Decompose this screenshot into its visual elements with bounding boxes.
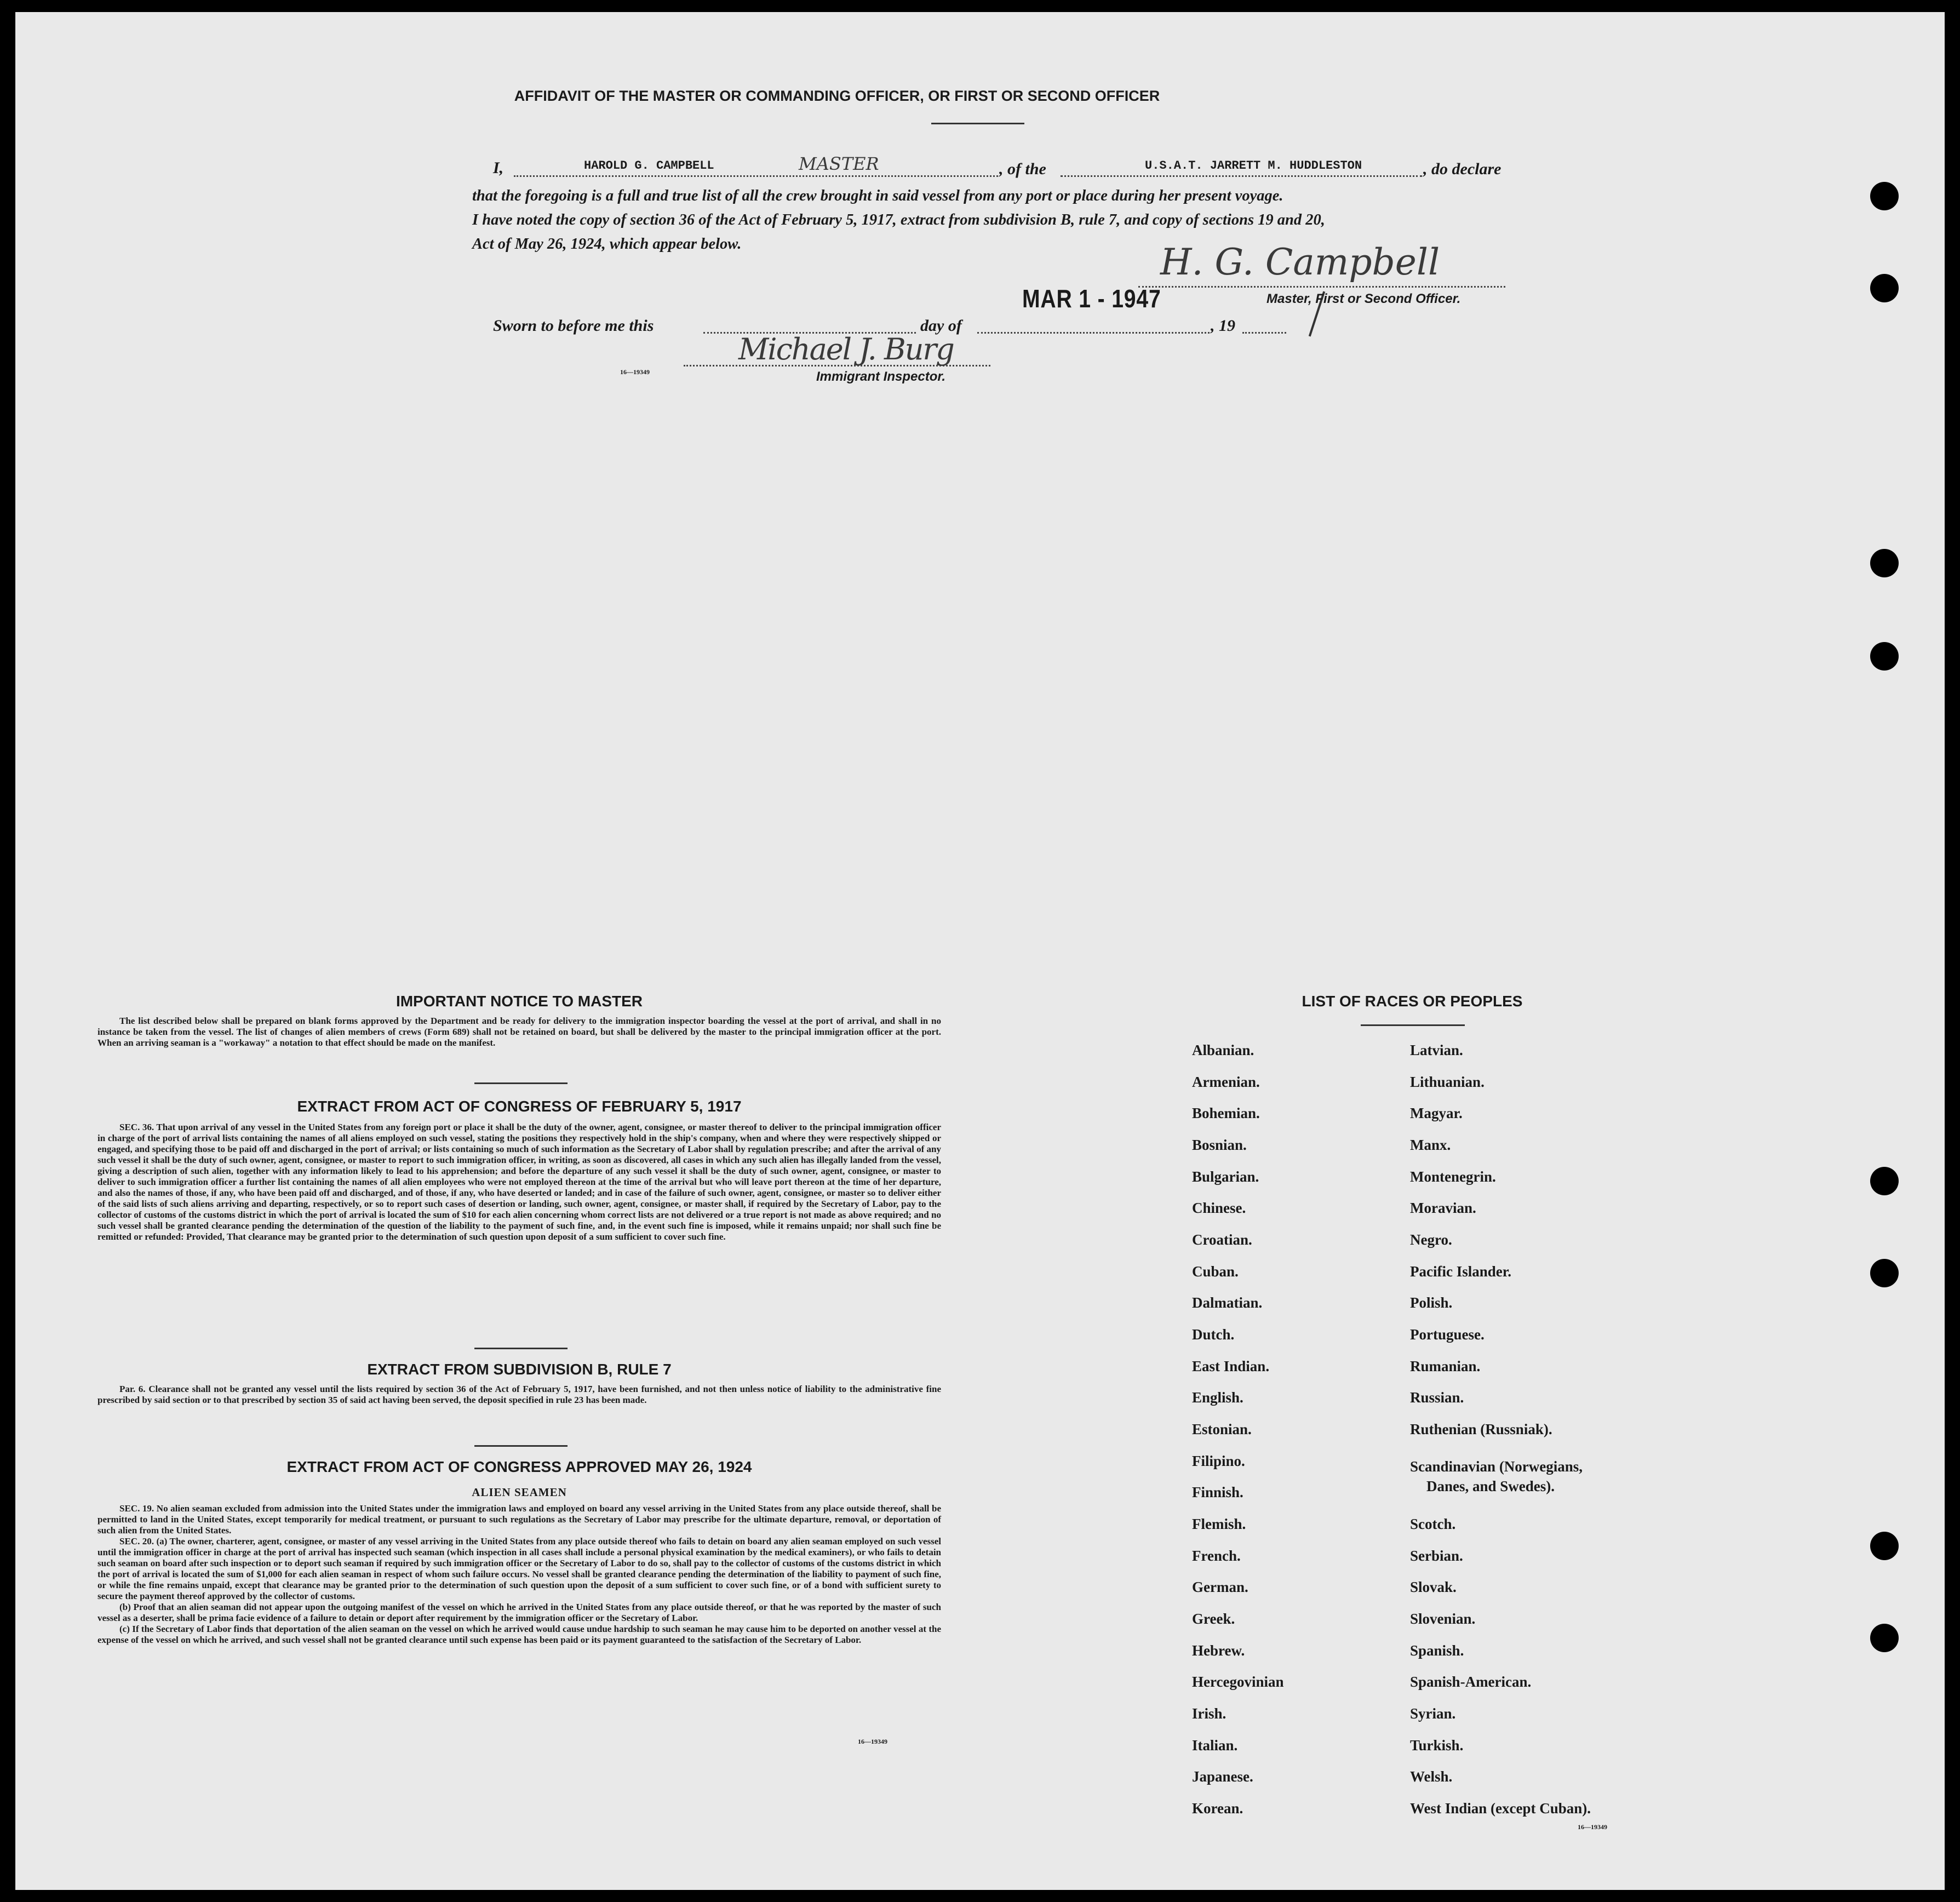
race-item: Japanese. xyxy=(1192,1768,1253,1785)
binder-hole xyxy=(1870,1167,1899,1195)
race-item: Negro. xyxy=(1410,1231,1452,1248)
do-declare-label: , do declare xyxy=(1423,160,1501,178)
race-item: Spanish-American. xyxy=(1410,1674,1532,1690)
race-item: Ruthenian (Russniak). xyxy=(1410,1421,1552,1437)
section-36-text: SEC. 36. That upon arrival of any vessel in the United States from any foreign port or place it shall be the duty of the owner, agent, consignee, or master thereof to deliver to the principal immigration officer in charge of the port of arrival lists containing the names of all aliens employed on such vessel, stating the positions they respectively hold in the ship's company, when and where they were respectively shipped or engaged, and specifying those to be paid off and discharged in the port of arrival; or lists containing so much of such information as the Secretary of Labor shall by regulation prescribe; and after the arrival of any such vessel it shall be the duty of such owner, agent, consignee, or master to report to such immigration officer, in writing, as soon as discovered, all cases in which any such alien has illegally landed from the vessel, giving a description of such alien, together with any information likely to lead to his apprehension; and before the departure of any such vessel it shall be the duty of such owner, agent, consignee, or master to deliver to such immigration officer a further list containing the names of all alien employees who were not employed thereon at the time of the arrival but who will leave port thereon at the time of her departure, and also the names of those, if any, who have been paid off and discharged, and of those, if any, who have deserted or landed; and in case of the failure of such owner, agent, consignee, or master so to deliver either of the said lists of such aliens arriving and departing, respectively, or so to report such cases of desertion or landing, such owner, agent, consignee, or master shall, if required by the Secretary of Labor, pay to the collector of customs of the customs district in which the port of arrival is located the sum of $10 for each alien concerning whom correct lists are not delivered or a true report is not made as above required; and no such vessel shall be granted clearance pending the determination of the question of the liability to the payment of such fine, and, in the event such fine is imposed, while it remains unpaid; nor shall such fine be remitted or refunded: Provided, That clearance may be granted prior to the determination of such question upon deposit of a sum sufficient to cover such fine. xyxy=(98,1122,941,1242)
binder-hole xyxy=(1870,642,1899,671)
race-item: Hebrew. xyxy=(1192,1642,1245,1659)
of-the-label: , of the xyxy=(999,160,1046,178)
race-item: Filipino. xyxy=(1192,1453,1245,1469)
race-item: Lithuanian. xyxy=(1410,1074,1485,1090)
signature-line xyxy=(1138,286,1505,288)
race-item: Montenegrin. xyxy=(1410,1168,1496,1185)
race-item: German. xyxy=(1192,1579,1248,1595)
master-name: HAROLD G. CAMPBELL xyxy=(584,159,714,173)
extract-1917-body xyxy=(98,1122,941,1242)
race-item: East Indian. xyxy=(1192,1358,1270,1374)
form-number: 16—19349 xyxy=(620,368,650,376)
year-line xyxy=(1242,332,1286,334)
race-item: French. xyxy=(1192,1548,1241,1564)
binder-hole xyxy=(1870,274,1899,302)
signer-label: Master, First or Second Officer. xyxy=(1266,291,1461,306)
race-item: Bosnian. xyxy=(1192,1137,1247,1153)
race-item: Portuguese. xyxy=(1410,1326,1485,1343)
race-item: English. xyxy=(1192,1389,1243,1406)
extract-1924-body xyxy=(98,1503,941,1646)
race-item: Turkish. xyxy=(1410,1737,1464,1754)
rank-handwritten: MASTER xyxy=(799,153,879,174)
race-item: Slovak. xyxy=(1410,1579,1457,1595)
section-divider xyxy=(474,1445,568,1447)
race-item: Pacific Islander. xyxy=(1410,1263,1511,1280)
title-divider xyxy=(931,123,1024,124)
race-item: Dalmatian. xyxy=(1192,1294,1263,1311)
race-item: Scandinavian (Norwegians, xyxy=(1410,1458,1583,1475)
rule-7-body xyxy=(98,1384,941,1406)
race-item: Moravian. xyxy=(1410,1200,1476,1216)
race-item: Irish. xyxy=(1192,1705,1227,1722)
sec-20b-text: (b) Proof that an alien seaman did not appear upon the outgoing manifest of the vessel on which he arrived in the United States from any place outside thereof, or that he was reported by the master of such vessel as a deserter, shall be prima facie evidence of a failure to detain or deport after requirement by the immigration officer or the Secretary of Labor. xyxy=(98,1602,941,1623)
year-label: , 19 xyxy=(1211,317,1235,335)
affidavit-line-4: Act of May 26, 1924, which appear below. xyxy=(472,236,742,253)
binder-hole xyxy=(1870,1259,1899,1287)
race-item: Hercegovinian xyxy=(1192,1674,1284,1690)
race-item: Finnish. xyxy=(1192,1484,1243,1500)
vessel-name: U.S.A.T. JARRETT M. HUDDLESTON xyxy=(1145,159,1362,173)
race-item: Magyar. xyxy=(1410,1105,1463,1121)
race-item-continued: Danes, and Swedes). xyxy=(1426,1478,1555,1494)
race-item: Flemish. xyxy=(1192,1516,1246,1532)
sec-19-text: SEC. 19. No alien seaman excluded from admission into the United States under the immigration laws and employed on board any vessel arriving in the United States from any place outside thereof, shall be permitted to land in the United States, except temporarily for medical treatment, or pursuant to such regulations as the Secretary of Labor may prescribe for the ultimate departure, removal, or deportation of such alien from the United States. xyxy=(98,1503,941,1536)
par-6-text: Par. 6. Clearance shall not be granted any vessel until the lists required by section 36 of the Act of February 5, 1917, have been furnished, and not then unless notice of liability to the administrative fine prescribed by said section or to that prescribed by section 35 of said act having been served, the deposit specified in rule 23 has been made. xyxy=(98,1384,941,1405)
race-item: Armenian. xyxy=(1192,1074,1260,1090)
race-item: Albanian. xyxy=(1192,1042,1254,1058)
race-item: Cuban. xyxy=(1192,1263,1239,1280)
notice-text: The list described below shall be prepared on blank forms approved by the Department and be ready for delivery to the immigration inspector boarding the vessel at the port of arrival, and shall in no instance be taken from the vessel. The list of changes of alien members of crews (Form 689) shall not be retained on board, but shall be delivered by the master to the principal immigration officer at the port. When an arriving seaman is a "workaway" a notation to that effect should be made on the manifest. xyxy=(98,1016,941,1048)
races-heading: LIST OF RACES OR PEOPLES xyxy=(1302,993,1523,1010)
race-item: Italian. xyxy=(1192,1737,1238,1754)
section-divider xyxy=(474,1348,568,1349)
section-divider xyxy=(474,1082,568,1084)
i-label: I, xyxy=(493,159,504,177)
race-item: Russian. xyxy=(1410,1389,1464,1406)
race-item: Rumanian. xyxy=(1410,1358,1481,1374)
document-page xyxy=(15,12,1945,1890)
inspector-signature: Michael J. Burg xyxy=(738,332,954,366)
race-item: Greek. xyxy=(1192,1611,1235,1627)
notice-heading: IMPORTANT NOTICE TO MASTER xyxy=(396,993,643,1010)
name-field-line xyxy=(514,175,998,177)
sec-20a-text: SEC. 20. (a) The owner, charterer, agent, consignee, or master of any vessel arriving in the United States from any place outside thereof who fails to detain on board any alien seaman employed on such vessel until the immigration officer in charge at the port of arrival has inspected such seaman (which inspection in all cases shall include a personal physical examination by the medical examiners), or who fails to detain such seaman on board after such inspection or to deport such seaman if required by such immigration officer or the Secretary of Labor to do so, shall pay to the collector of customs of the customs district in which the port of arrival is located the sum of $1,000 for each alien seaman in respect of whom such failure occurs. No vessel shall be granted clearance pending the determination of the liability to payment of such fine, or while the fine remains unpaid, except that clearance may be granted prior to the determination of such question upon the deposit of a sum sufficient to cover such fine, or of a bond with sufficient surety to secure the payment thereof approved by the collector of customs. xyxy=(98,1536,941,1601)
race-item: Syrian. xyxy=(1410,1705,1456,1722)
binder-hole xyxy=(1870,1624,1899,1652)
race-item: Serbian. xyxy=(1410,1548,1463,1564)
vessel-field-line xyxy=(1061,175,1422,177)
race-item: Scotch. xyxy=(1410,1516,1456,1532)
affidavit-title: AFFIDAVIT OF THE MASTER OR COMMANDING OFFICER, OR FIRST OR SECOND OFFICER xyxy=(514,88,1160,104)
binder-hole xyxy=(1870,549,1899,577)
day-of-label: day of xyxy=(920,317,962,335)
race-item: Bulgarian. xyxy=(1192,1168,1259,1185)
race-item: Chinese. xyxy=(1192,1200,1246,1216)
sworn-label: Sworn to before me this xyxy=(493,317,654,335)
date-stamp: MAR 1 - 1947 xyxy=(1022,284,1161,313)
race-item: Bohemian. xyxy=(1192,1105,1260,1121)
races-divider xyxy=(1361,1024,1465,1026)
race-item: Welsh. xyxy=(1410,1768,1453,1785)
race-item: Spanish. xyxy=(1410,1642,1464,1659)
extract-1924-heading: EXTRACT FROM ACT OF CONGRESS APPROVED MAY 26, 1924 xyxy=(286,1458,752,1475)
alien-seamen-subheading: ALIEN SEAMEN xyxy=(472,1486,567,1499)
race-item: Slovenian. xyxy=(1410,1611,1476,1627)
sec-20c-text: (c) If the Secretary of Labor finds that deportation of the alien seaman on the vessel on which he arrived would cause undue hardship to such seaman he may cause him to be deported on another vessel at the expense of the vessel on which he arrived, and such vessel shall not be granted clearance until such expense has been paid or its payment guaranteed to the satisfaction of the Secretary of Labor. xyxy=(98,1624,941,1645)
sworn-month-line xyxy=(977,332,1210,334)
race-item: Korean. xyxy=(1192,1800,1243,1817)
race-item: Estonian. xyxy=(1192,1421,1252,1437)
race-item: Croatian. xyxy=(1192,1231,1252,1248)
race-item: Polish. xyxy=(1410,1294,1453,1311)
inspector-label: Immigrant Inspector. xyxy=(816,369,946,384)
affidavit-line-3: I have noted the copy of section 36 of the Act of February 5, 1917, extract from subdivision B, rule 7, and copy of sections 19 and 20, xyxy=(472,211,1325,228)
race-item: Latvian. xyxy=(1410,1042,1463,1058)
form-number: 16—19349 xyxy=(858,1738,887,1745)
master-signature: H. G. Campbell xyxy=(1160,241,1440,283)
race-item: Manx. xyxy=(1410,1137,1451,1153)
extract-1917-heading: EXTRACT FROM ACT OF CONGRESS OF FEBRUARY 5, 1917 xyxy=(297,1098,742,1115)
race-item: West Indian (except Cuban). xyxy=(1410,1800,1591,1817)
affidavit-line-2: that the foregoing is a full and true list of all the crew brought in said vessel from any port or place during her present voyage. xyxy=(472,187,1283,204)
notice-body xyxy=(98,1016,941,1049)
binder-hole xyxy=(1870,182,1899,210)
form-number: 16—19349 xyxy=(1578,1823,1607,1831)
race-item: Dutch. xyxy=(1192,1326,1235,1343)
rule-7-heading: EXTRACT FROM SUBDIVISION B, RULE 7 xyxy=(367,1361,672,1378)
binder-hole xyxy=(1870,1532,1899,1560)
